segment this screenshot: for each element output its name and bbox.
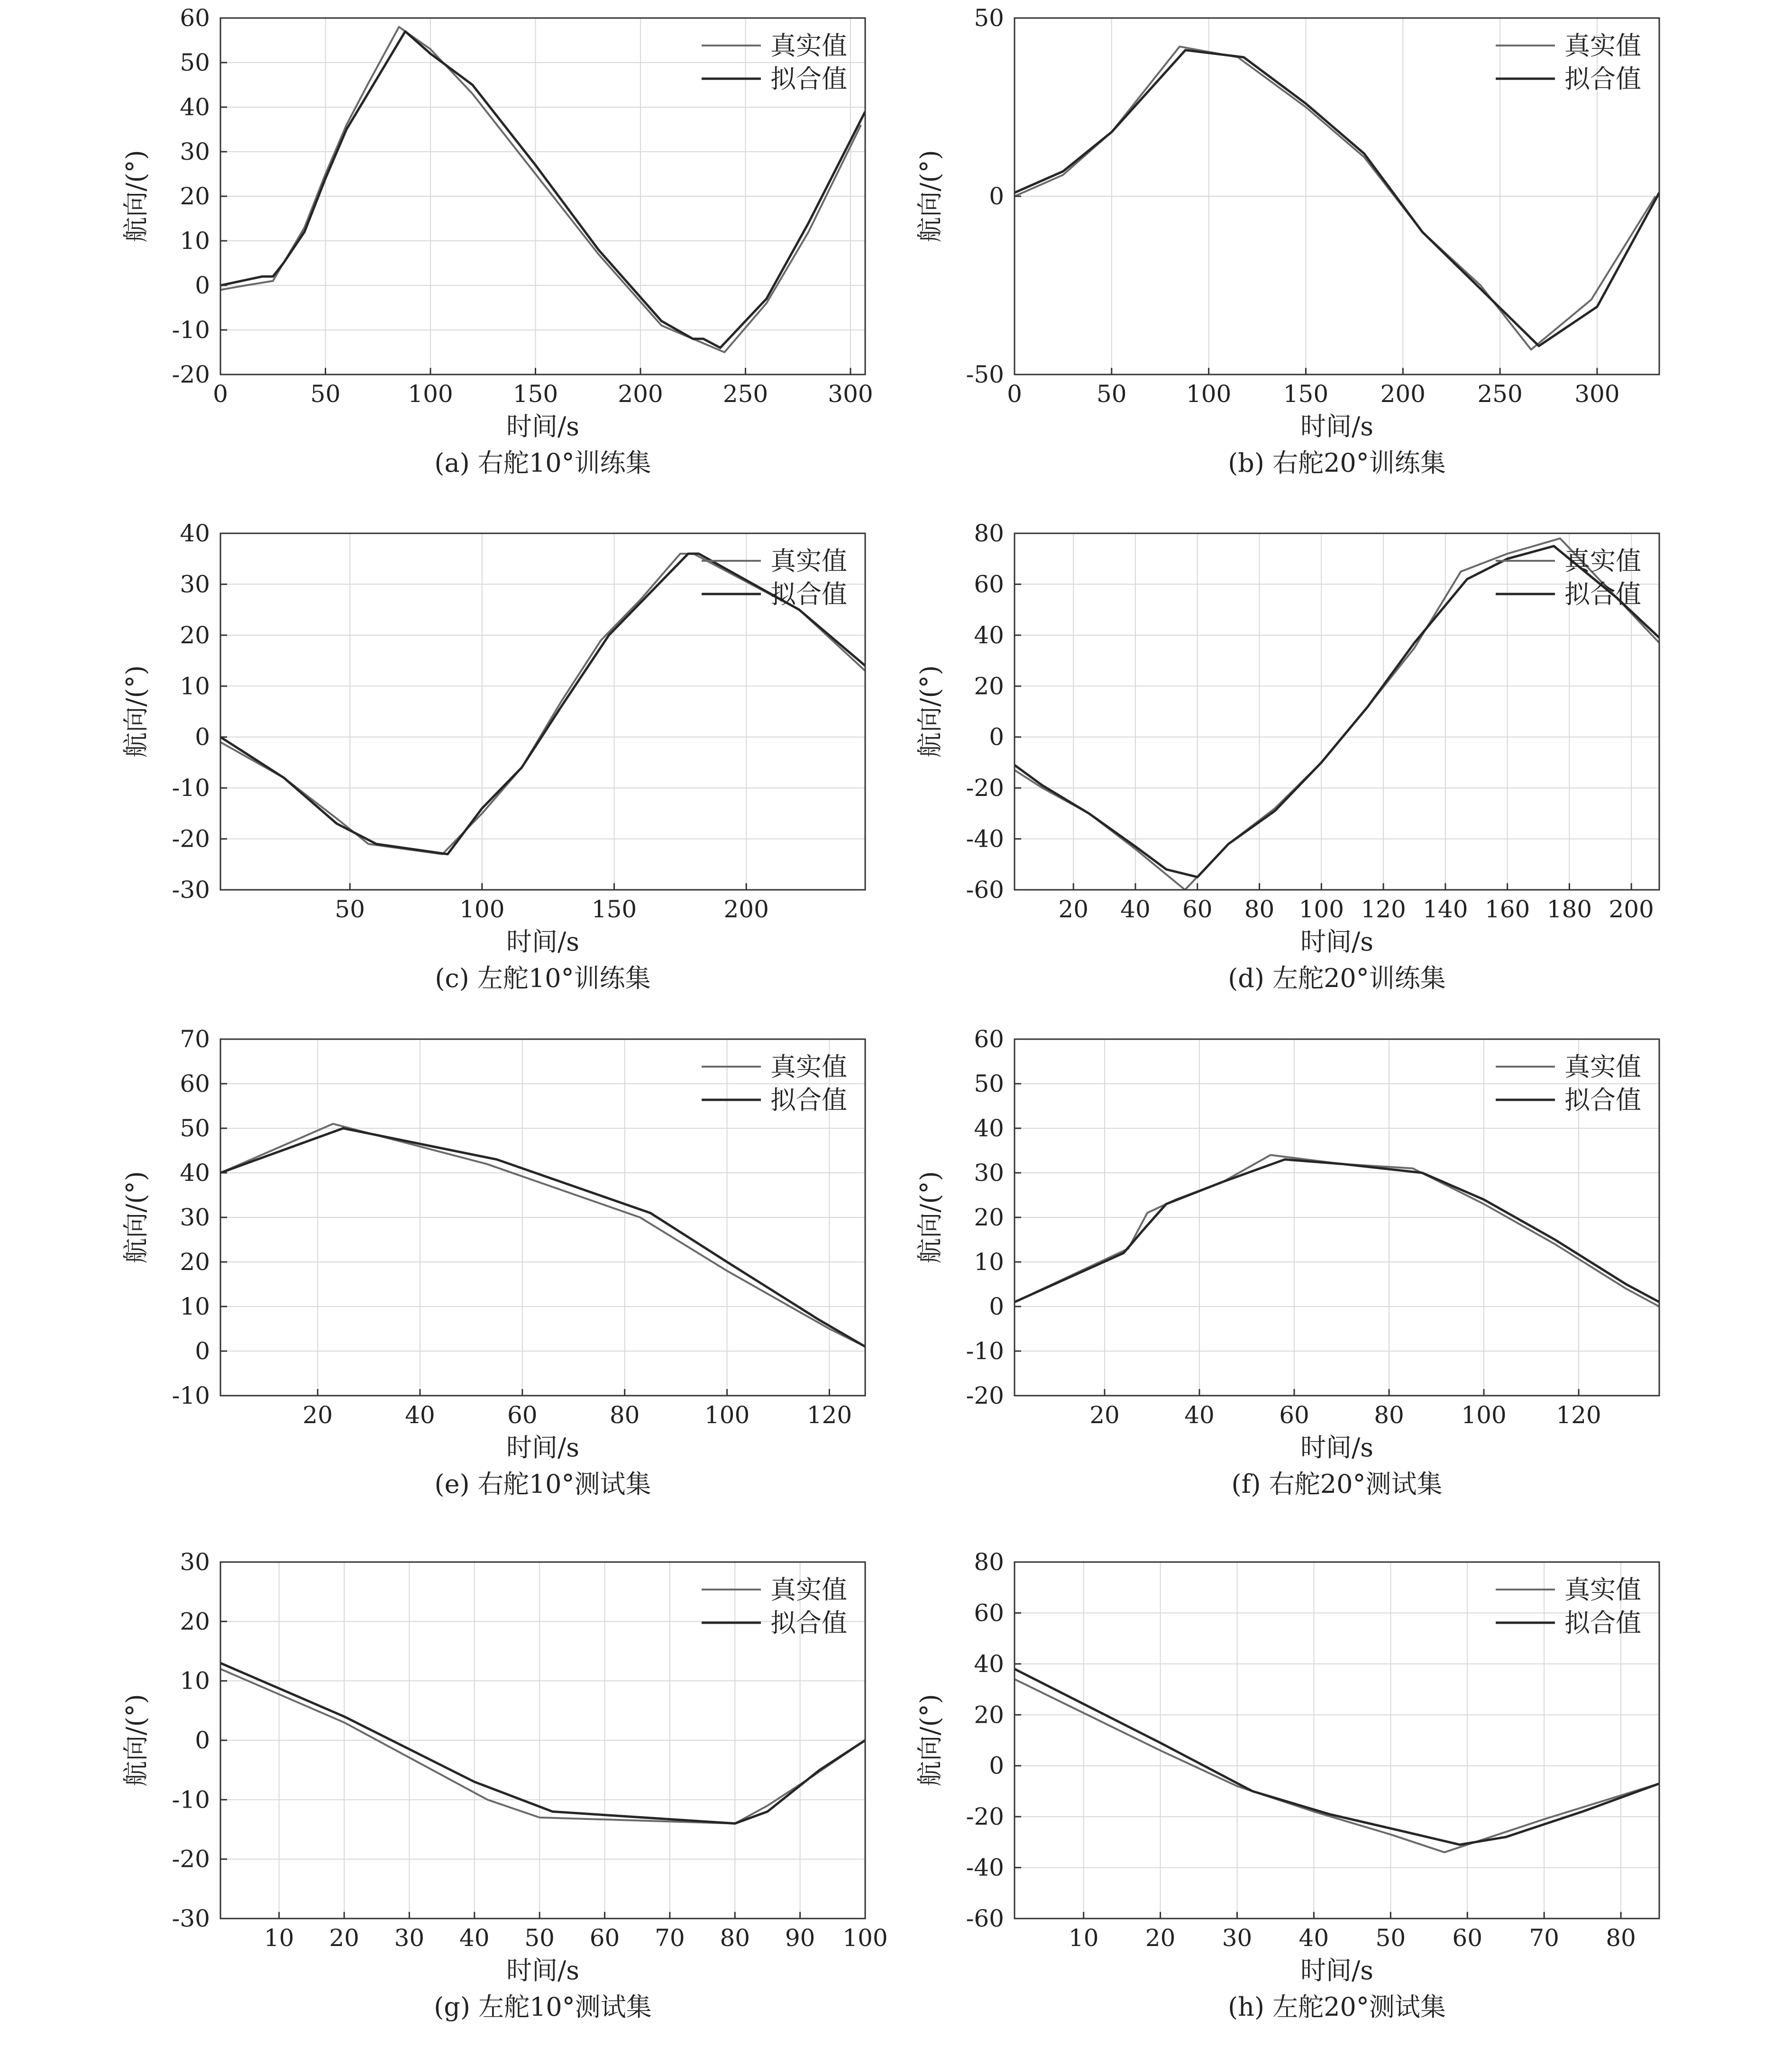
y-tick-label: -40 (966, 1854, 1004, 1882)
x-tick-label: 100 (704, 1401, 750, 1429)
x-tick-label: 200 (618, 380, 663, 408)
y-axis-label: 航向/(°) (915, 665, 945, 758)
x-tick-label: 30 (1222, 1924, 1253, 1952)
grid (1015, 533, 1659, 890)
grid (220, 1562, 865, 1919)
x-tick-label: 40 (1298, 1924, 1329, 1952)
y-axis-label: 航向/(°) (121, 1694, 151, 1787)
x-axis-label: 时间/s (506, 411, 579, 441)
y-tick-label: 40 (974, 621, 1004, 649)
x-tick-label: 60 (1452, 1924, 1483, 1952)
series-line-fit (1015, 1160, 1659, 1302)
y-tick-label: -20 (172, 825, 210, 853)
x-tick-label: 50 (335, 896, 365, 923)
x-tick-label: 60 (507, 1401, 538, 1429)
y-tick-label: 20 (974, 672, 1004, 700)
grid (220, 1039, 865, 1396)
y-tick-label: 10 (974, 1248, 1004, 1276)
x-tick-label: 200 (1380, 380, 1426, 408)
y-tick-label: 60 (974, 570, 1004, 598)
axes-frame (1015, 1562, 1659, 1919)
x-tick-label: 40 (459, 1924, 490, 1952)
y-tick-label: -50 (966, 361, 1004, 388)
x-tick-label: 70 (655, 1924, 685, 1952)
panel-caption: (e) 右舵10°测试集 (434, 1469, 651, 1499)
x-tick-label: 100 (842, 1924, 888, 1952)
x-tick-label: 30 (394, 1924, 425, 1952)
y-tick-label: -60 (966, 1905, 1004, 1932)
y-tick-label: 60 (180, 1070, 210, 1097)
grid (1015, 18, 1659, 375)
legend-entry-true: 真实值 (1564, 31, 1641, 61)
y-tick-label: 60 (180, 4, 210, 32)
x-tick-label: 80 (1606, 1924, 1636, 1952)
x-tick-label: 50 (524, 1924, 555, 1952)
legend-entry-fit: 拟合值 (770, 64, 847, 94)
series-line-fit (220, 1128, 865, 1347)
x-tick-label: 140 (1423, 896, 1468, 923)
y-tick-label: -60 (966, 876, 1004, 904)
y-tick-label: 20 (180, 1608, 210, 1636)
chart-panel-6 (915, 1025, 1659, 1499)
y-tick-label: -10 (172, 316, 210, 344)
x-tick-label: 100 (459, 896, 505, 923)
x-tick-label: 200 (723, 896, 769, 923)
legend-entry-fit: 拟合值 (1564, 1085, 1641, 1115)
y-tick-label: 30 (180, 138, 210, 165)
y-tick-label: 0 (195, 272, 210, 299)
legend-entry-fit: 拟合值 (1564, 64, 1641, 94)
x-tick-label: 150 (591, 896, 637, 923)
y-tick-label: 40 (974, 1650, 1004, 1678)
y-tick-label: 20 (180, 1248, 210, 1276)
x-tick-label: 10 (264, 1924, 294, 1952)
x-tick-label: 100 (408, 380, 453, 408)
legend-entry-true: 真实值 (770, 1052, 847, 1082)
chart-panel-3 (121, 520, 865, 993)
panel-caption: (b) 右舵20°训练集 (1228, 448, 1446, 478)
y-tick-label: -30 (172, 876, 210, 904)
y-tick-label: 80 (974, 520, 1004, 547)
series-line-true (1015, 46, 1655, 349)
axes-frame (220, 533, 865, 890)
legend-entry-fit: 拟合值 (1564, 1608, 1641, 1638)
x-tick-label: 160 (1484, 896, 1530, 923)
y-tick-label: 40 (180, 1159, 210, 1187)
grid (1015, 1562, 1659, 1919)
y-tick-label: 0 (195, 1337, 210, 1365)
y-tick-label: 0 (989, 723, 1004, 751)
x-tick-label: 20 (329, 1924, 359, 1952)
x-tick-label: 10 (1068, 1924, 1099, 1952)
y-tick-label: 10 (180, 672, 210, 700)
x-axis-label: 时间/s (1300, 411, 1373, 441)
x-tick-label: 50 (1097, 380, 1127, 408)
y-axis-label: 航向/(°) (121, 1171, 151, 1264)
panel-caption: (f) 右舵20°测试集 (1231, 1469, 1443, 1499)
y-axis-label: 航向/(°) (915, 1171, 945, 1264)
x-tick-label: 60 (589, 1924, 620, 1952)
y-tick-label: 70 (180, 1025, 210, 1053)
x-tick-label: 250 (722, 380, 768, 408)
y-tick-label: -20 (172, 361, 210, 388)
x-axis-label: 时间/s (506, 927, 579, 957)
x-tick-label: 80 (720, 1924, 750, 1952)
y-tick-label: 30 (180, 1204, 210, 1231)
y-tick-label: 20 (180, 183, 210, 210)
x-tick-label: 100 (1461, 1401, 1507, 1429)
x-tick-label: 80 (1374, 1401, 1404, 1429)
x-tick-label: 300 (1574, 380, 1620, 408)
x-tick-label: 50 (310, 380, 341, 408)
legend-entry-true: 真实值 (770, 31, 847, 61)
legend-entry-true: 真实值 (770, 1575, 847, 1605)
chart-panel-4 (915, 520, 1659, 993)
y-tick-label: 20 (974, 1701, 1004, 1729)
x-tick-label: 20 (1058, 896, 1089, 923)
y-tick-label: 80 (974, 1548, 1004, 1576)
legend-entry-true: 真实值 (1564, 1575, 1641, 1605)
y-tick-label: -30 (172, 1905, 210, 1932)
x-tick-label: 120 (1556, 1401, 1601, 1429)
y-tick-label: -10 (172, 1786, 210, 1814)
legend-entry-fit: 拟合值 (770, 579, 847, 609)
x-tick-label: 100 (1186, 380, 1232, 408)
x-tick-label: 90 (785, 1924, 815, 1952)
x-tick-label: 20 (1089, 1401, 1120, 1429)
panel-caption: (d) 左舵20°训练集 (1228, 963, 1446, 993)
chart-panel-8 (915, 1548, 1659, 2022)
x-axis-label: 时间/s (1300, 1433, 1373, 1462)
y-tick-label: 0 (195, 1727, 210, 1754)
y-tick-label: 50 (180, 1115, 210, 1142)
y-tick-label: -10 (172, 1382, 210, 1409)
y-tick-label: 0 (989, 1293, 1004, 1320)
x-axis-label: 时间/s (1300, 1956, 1373, 1985)
y-tick-label: 10 (180, 1293, 210, 1320)
y-tick-label: 10 (180, 1667, 210, 1695)
chart-panel-7 (121, 1548, 888, 2022)
x-tick-label: 80 (609, 1401, 640, 1429)
y-tick-label: 40 (180, 520, 210, 547)
x-tick-label: 250 (1477, 380, 1523, 408)
y-axis-label: 航向/(°) (121, 150, 151, 243)
y-tick-label: -10 (172, 774, 210, 802)
legend-entry-true: 真实值 (1564, 1052, 1641, 1082)
x-tick-label: 70 (1529, 1924, 1559, 1952)
panel-caption: (g) 左舵10°测试集 (434, 1992, 652, 2022)
x-tick-label: 150 (1283, 380, 1329, 408)
y-tick-label: -20 (172, 1845, 210, 1873)
x-tick-label: 100 (1298, 896, 1344, 923)
y-tick-label: -40 (966, 825, 1004, 853)
x-axis-label: 时间/s (506, 1433, 579, 1462)
y-axis-label: 航向/(°) (915, 1694, 945, 1787)
y-tick-label: 50 (180, 49, 210, 76)
y-tick-label: 0 (195, 723, 210, 751)
legend (702, 546, 847, 609)
legend (1496, 1575, 1641, 1638)
y-tick-label: 40 (974, 1115, 1004, 1142)
series-line-fit (1015, 546, 1659, 877)
series-line-fit (220, 554, 865, 854)
x-tick-label: 200 (1609, 896, 1654, 923)
x-tick-label: 150 (512, 380, 558, 408)
y-tick-label: 30 (974, 1159, 1004, 1187)
y-tick-label: 0 (989, 1752, 1004, 1780)
legend (1496, 31, 1641, 94)
legend-entry-true: 真实值 (1564, 546, 1641, 576)
x-tick-label: 0 (213, 380, 228, 408)
axes-frame (1015, 533, 1659, 890)
x-tick-label: 60 (1182, 896, 1213, 923)
x-tick-label: 50 (1375, 1924, 1406, 1952)
panel-caption: (h) 左舵20°测试集 (1228, 1992, 1446, 2022)
series-line-true (1015, 1155, 1659, 1307)
legend-entry-true: 真实值 (770, 546, 847, 576)
x-tick-label: 180 (1546, 896, 1592, 923)
series-line-true (220, 1669, 865, 1824)
y-tick-label: 60 (974, 1025, 1004, 1053)
y-tick-label: 60 (974, 1599, 1004, 1627)
panel-caption: (c) 左舵10°训练集 (435, 963, 651, 993)
grid (1015, 1039, 1659, 1396)
x-tick-label: 120 (806, 1401, 852, 1429)
x-tick-label: 40 (1120, 896, 1151, 923)
x-tick-label: 300 (828, 380, 873, 408)
series-line-true (220, 554, 865, 854)
y-tick-label: 30 (180, 570, 210, 598)
legend-entry-fit: 拟合值 (1564, 579, 1641, 609)
y-tick-label: 50 (974, 4, 1004, 32)
y-tick-label: -20 (966, 774, 1004, 802)
x-tick-label: 80 (1244, 896, 1275, 923)
legend-entry-fit: 拟合值 (770, 1085, 847, 1115)
panel-caption: (a) 右舵10°训练集 (434, 448, 651, 478)
y-tick-label: 20 (180, 621, 210, 649)
y-tick-label: -20 (966, 1803, 1004, 1831)
series-line-true (220, 27, 861, 352)
x-tick-label: 60 (1279, 1401, 1309, 1429)
legend (702, 1575, 847, 1638)
series-line-true (1015, 539, 1659, 890)
y-tick-label: 20 (974, 1204, 1004, 1231)
x-tick-label: 40 (405, 1401, 435, 1429)
y-tick-label: -20 (966, 1382, 1004, 1409)
y-axis-label: 航向/(°) (915, 150, 945, 243)
x-axis-label: 时间/s (506, 1956, 579, 1985)
x-tick-label: 40 (1184, 1401, 1215, 1429)
y-tick-label: -10 (966, 1337, 1004, 1365)
y-tick-label: 40 (180, 93, 210, 121)
chart-panel-2 (915, 4, 1659, 478)
x-tick-label: 0 (1007, 380, 1022, 408)
x-tick-label: 20 (1145, 1924, 1176, 1952)
y-axis-label: 航向/(°) (121, 665, 151, 758)
x-tick-label: 120 (1361, 896, 1406, 923)
chart-panel-5 (121, 1025, 865, 1499)
y-tick-label: 10 (180, 227, 210, 255)
x-tick-label: 20 (302, 1401, 333, 1429)
grid (220, 533, 865, 890)
y-tick-label: 50 (974, 1070, 1004, 1097)
y-tick-label: 30 (180, 1548, 210, 1576)
series-line-true (220, 1124, 865, 1347)
chart-panel-1 (121, 4, 873, 478)
x-axis-label: 时间/s (1300, 927, 1373, 957)
y-tick-label: 0 (989, 183, 1004, 210)
legend-entry-fit: 拟合值 (770, 1608, 847, 1638)
